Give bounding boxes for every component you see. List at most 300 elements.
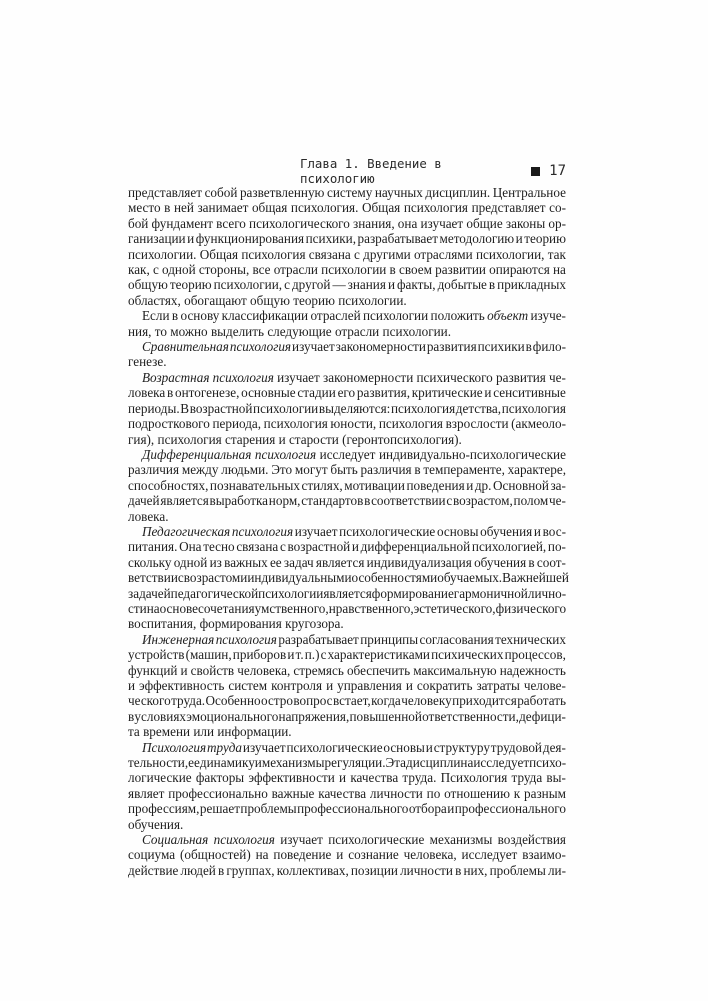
word: (машин, [185,647,232,663]
word: психология [213,832,275,848]
word: задачей [128,585,171,601]
word: со- [549,200,566,216]
word: группах, [226,862,275,878]
word: психических [431,647,504,663]
word: механизмы [429,832,493,848]
word: личности [400,862,453,878]
word: развития [426,339,477,355]
word: людей [180,862,216,878]
word: все [252,262,271,278]
text-line [128,616,566,631]
word: с [177,570,184,586]
word: социума [128,847,176,863]
word: психо- [529,755,567,771]
word: законы [505,215,546,231]
word: Важнейшей [502,570,569,586]
word: закономерности [335,339,426,355]
word: человека, [403,847,457,863]
word: научных [374,185,423,200]
word: стремясь [293,662,344,678]
word: обеспечить [346,662,411,678]
word: возрастом [183,570,241,586]
word: условиях [134,708,186,724]
word: отраслями [413,246,473,262]
word: и [278,431,286,447]
word: систему [326,185,373,200]
text-line [128,339,566,354]
word: развитии [435,262,486,278]
word: в [217,862,225,878]
text-line [128,385,566,400]
text-line [128,817,566,832]
word: генезе. [128,354,167,370]
word: психология [263,416,328,432]
word: профессионально [168,785,268,801]
word: труда. [402,770,437,786]
word: качества [350,770,399,786]
word: в [455,862,462,878]
word: Возрастная [142,369,210,385]
text-line [128,586,566,601]
word: когда [371,693,401,709]
word: дефици- [519,708,566,724]
word: индивидуализация [366,554,472,570]
word: взаимо- [522,847,566,863]
word: ния, [128,323,152,339]
word: Инженерная [142,631,215,647]
text-line [128,308,566,323]
word: представляет [471,200,546,216]
word: в [525,339,532,355]
word: является [160,493,209,509]
word: психологии. [382,323,452,339]
word: и [336,847,344,863]
word: педагогической [170,585,259,601]
word: надежность [499,662,566,678]
text-line [128,277,566,292]
word: контроля [271,678,323,693]
word: особенностями [351,570,438,586]
word: в [364,493,371,509]
word: с [354,246,360,262]
word: скольку [128,554,172,570]
word: эффективность [139,678,225,693]
word: представляет [128,185,202,200]
word: устройств [128,647,185,663]
word: основу [180,308,220,324]
word: возрастной [287,539,351,555]
word: в [128,708,135,724]
word: психология [254,446,317,462]
word: Если [142,308,170,324]
word: проблемы [240,801,297,817]
word: развития, [356,385,410,401]
word: за- [550,477,566,493]
word: выработка [209,493,269,509]
word: из [209,554,222,570]
word: ческого [128,693,171,709]
word: согласования [419,631,494,647]
word: его [337,385,356,401]
word: быть [330,462,358,478]
word: ловека. [128,508,169,524]
word: психология [378,416,443,432]
text-line [128,539,566,554]
word: дисциплина [405,755,474,771]
word: мотивации [344,477,405,493]
text-line [128,354,566,369]
word: Эта [385,755,406,771]
word: принципы [360,631,419,647]
word: факторы [195,770,245,786]
text-line [128,509,566,524]
word: характере, [507,462,566,478]
word: теорию [293,292,335,308]
word: психология [215,631,277,647]
word: и [533,523,541,539]
word: следующие [267,323,332,339]
word: и [240,570,248,586]
text-line [128,570,569,586]
word: подросткового [128,416,210,432]
word: тесно [203,539,235,555]
word: трудовой [490,739,542,755]
word: Сравнительная [142,339,229,355]
word: психология [157,431,222,447]
word: по- [547,539,566,555]
word: вопрос [293,693,333,709]
word: логические [128,770,192,786]
word: положить [430,308,485,324]
word: одной [162,262,196,278]
word: знания, [353,215,395,231]
word: коллективах, [276,862,349,878]
text-line [128,401,566,416]
word: областях, [128,292,181,308]
word: изучает [420,215,464,231]
word: обучения. [128,816,184,832]
word: сочетания [198,600,255,616]
word: функций [128,662,178,678]
text-line [128,740,566,755]
word: исследует [473,755,530,771]
word: ней [173,200,194,216]
word: знания [347,277,386,293]
word: отраслей [310,308,361,324]
word: стороны, [198,262,250,278]
word: между [181,462,219,478]
word: изучает [294,523,338,539]
word: соот- [536,554,566,570]
word: В [180,400,190,416]
word: изучает [292,339,335,355]
word: проблемы [489,862,546,878]
word: дея- [542,739,566,755]
word: она [397,215,418,231]
word: выделяются: [318,400,391,416]
word: индивидуально-психологические [378,446,566,462]
word: можно [170,323,208,339]
word: объект [487,308,529,324]
word: человека, [237,662,291,678]
word: динамику [199,755,255,771]
word: решает [199,801,240,817]
word: как, [128,262,150,278]
word: психология [229,339,292,355]
word: физического [495,600,567,616]
word: ор- [548,215,566,231]
word: Она [179,539,202,555]
word: сенситивные [493,385,566,401]
word: с [279,539,286,555]
word: дифференциальной [360,539,471,555]
word: психики [477,339,525,355]
word: лично- [527,585,567,601]
word: другой [291,277,331,293]
word: че- [549,369,566,385]
word: основе [159,600,199,616]
word: профессионального [454,801,566,817]
word: напряжения, [278,708,350,724]
word: обучаемых. [437,570,503,586]
word: возрастом, [452,493,513,509]
word: занимает [197,200,249,216]
body-text [128,185,569,878]
word: связана [236,539,279,555]
word: так [547,246,566,262]
word: в [164,200,171,216]
word: сти [128,600,147,616]
word: позиции [350,862,398,878]
word: технических [495,631,566,647]
word: своем [398,262,432,278]
text-line [128,755,566,770]
word: выделить [210,323,265,339]
word: и [447,801,455,817]
text-line [128,863,566,878]
text-line [128,555,566,570]
word: юности, [330,416,377,432]
word: критические [411,385,483,401]
text-line [128,770,566,785]
word: психологии. [128,246,197,262]
word: умственного, [254,600,329,616]
word: и [128,678,136,693]
word: теорию [169,277,212,293]
word: т. [295,647,304,663]
word: и [425,739,433,755]
word: труда [511,770,543,786]
word: полом [513,493,549,509]
word: обогащают [184,292,247,308]
word: воздействия [497,832,566,848]
word: в [528,554,535,570]
word: психологии, [213,277,283,293]
word: управления [337,678,402,693]
word: характеристиками [327,647,430,663]
word: с [152,262,159,278]
word: профессиям, [128,801,200,817]
word: времени [143,724,191,740]
word: личности [369,785,423,801]
word: та [128,724,140,740]
word: в [414,462,421,478]
text-line [128,293,566,308]
word: с [446,493,453,509]
word: психологические [339,523,436,539]
word: в [389,262,396,278]
word: др. [474,477,492,493]
running-title: Глава 1. Введение в психологию [300,156,442,186]
word: поведения [406,477,465,493]
word: фундамент [151,215,213,231]
word: нравственного, [328,600,414,616]
word: функционирования [195,231,305,247]
word: развития [496,369,546,385]
word: могут [294,462,328,478]
word: изуче- [530,308,566,324]
text-line [128,231,566,246]
word: и [326,678,334,693]
word: методологию [439,231,515,247]
word: ее [188,755,200,771]
text-line [128,678,566,693]
word: сознание [348,847,399,863]
text-line [128,262,566,277]
text-line [128,478,566,493]
word: работать [517,693,566,709]
word: п.) [304,647,320,663]
word: и [180,662,188,678]
word: онтогенезе, [175,385,240,401]
word: структуру [433,739,490,755]
word: обучения [474,554,527,570]
word: регуляции. [324,755,386,771]
word: них, [463,862,488,878]
word: или [193,724,215,740]
word: и [484,385,492,401]
word: психики, [305,231,356,247]
word: связана [308,246,351,262]
word: действие [128,862,179,878]
word: стилях, [301,477,343,493]
word: приходится [452,693,517,709]
word: челове- [523,678,566,693]
word: психология [212,369,274,385]
word: (геронтопсихология). [342,431,462,447]
word: в [167,385,174,401]
word: по [426,785,441,801]
word: фило- [532,339,566,355]
word: норм, [268,493,301,509]
text-line [128,432,566,447]
word: познавательных [209,477,300,493]
word: отрасли [273,262,318,278]
word: эстетического, [413,600,496,616]
word: эмоционального [186,708,279,724]
word: тельности, [128,755,189,771]
word: качества [318,785,367,801]
word: то [154,323,167,339]
word: изучает [277,369,320,385]
word: психология [241,246,306,262]
text-line [128,324,566,339]
word: общую [250,292,290,308]
word: важных [224,554,268,570]
word: детства, [455,400,502,416]
text-line [128,447,566,462]
word: собой [204,185,238,200]
word: обучения [480,523,533,539]
text-line [128,200,566,215]
word: Основной [492,477,549,493]
word: психологические [286,739,383,755]
word: способностях, [128,477,209,493]
word: и [339,770,347,786]
word: (акмеоло- [511,416,566,432]
text-line [128,493,566,508]
word: изучает [280,832,323,848]
word: психология [390,400,456,416]
word: формирования [199,616,282,632]
word: встает, [332,693,371,709]
word: (общностей) [179,847,251,863]
word: и [351,539,359,555]
word: психологические [328,832,425,848]
word: психологии [362,308,429,324]
word: с [284,277,290,293]
text-line [128,693,566,708]
word: психологии [258,585,324,601]
word: информации. [217,724,292,740]
word: гармоничной [453,585,528,601]
word: важные [271,785,315,801]
word: бой [128,215,149,231]
word: прикладных [497,277,566,293]
text-line [128,216,566,231]
word: стандартов [301,493,364,509]
word: труда. [171,693,206,709]
square-bullet-icon [531,167,540,176]
word: исследует [319,446,376,462]
word: старения [225,431,276,447]
word: взрослости [445,416,509,432]
word: остро [261,693,293,709]
word: че- [549,493,566,509]
word: психологии, [475,246,545,262]
word: повышенной [349,708,422,724]
text-line [128,709,566,724]
word: место [128,200,161,216]
word: индивидуальными [247,570,352,586]
text-line [128,801,566,816]
text-line [128,416,566,431]
running-header [300,156,566,186]
word: психология [501,400,566,416]
word: теорию [524,231,566,247]
word: психология [403,200,468,216]
word: ее [269,554,282,570]
word: психологии [253,400,319,416]
word: и [405,678,413,693]
word: и [387,277,395,293]
word: классификации [221,308,309,324]
word: в [488,277,496,293]
word: — [332,277,346,293]
word: человеку [401,693,452,709]
word: различия [360,462,412,478]
word: добытые [437,277,487,293]
